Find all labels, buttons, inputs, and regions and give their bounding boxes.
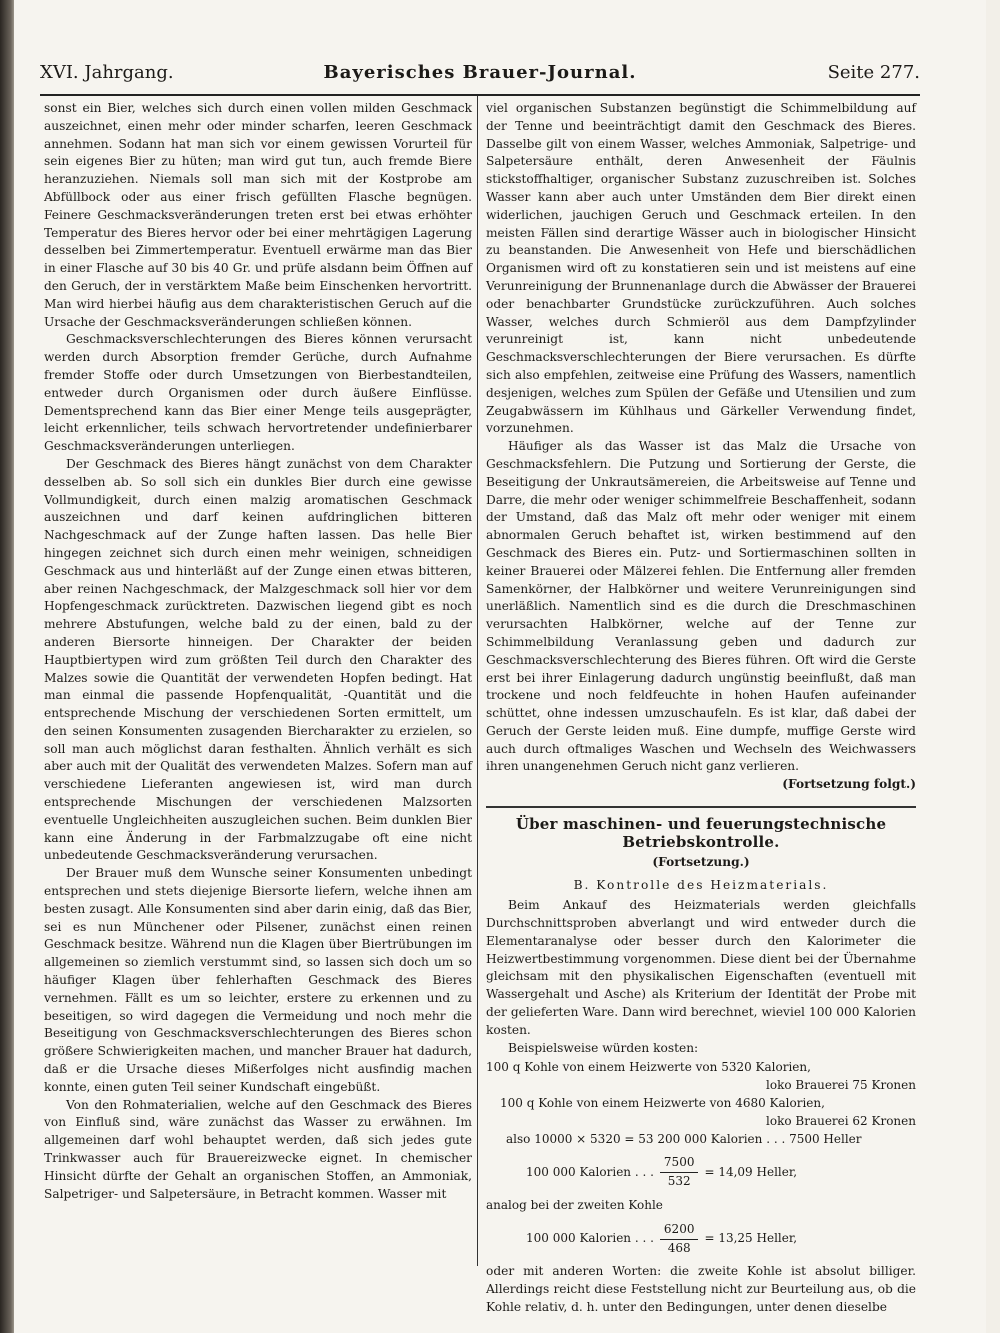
section-heading: B. Kontrolle des Heizmaterials. (573, 878, 829, 893)
paragraph: Von den Rohmaterialien, welche auf den Geschmack des Bieres von Einfluß sind, wäre zunächst das Wasser zu erwähnen. Im allgemeinen darf wohl behauptet werden, daß sich jedes gute Trinkwasser auch für Brauereizwecke eignet. In chemischer Hinsicht dürfte der Gehalt an organischen Stoffen, an Ammoniak, Salpetriger- und Salpetersäure, in Betracht kommen. Wasser mit (44, 1097, 472, 1201)
formula-result: = 14,09 Heller, (704, 1164, 798, 1179)
left-column (44, 100, 472, 1203)
calc-line: also 10000 × 5320 = 53 200 000 Kalorien . . . 7500 Heller (506, 1131, 862, 1146)
formula-first-coal (486, 1154, 916, 1191)
calc-line: 100 q Kohle von einem Heizwerte von 5320 Kalorien, (486, 1060, 811, 1075)
section-title: Über maschinen- und feuerungstechnische Betriebskontrolle. (515, 815, 887, 851)
page-header (40, 58, 920, 88)
formula-left: 100 000 Kalorien . . . (526, 1164, 654, 1179)
header-rule (40, 94, 920, 96)
calc-line: 100 q Kohle von einem Heizwerte von 4680 Kalorien, (500, 1096, 825, 1111)
fraction (660, 1154, 699, 1191)
column-divider (477, 96, 478, 1266)
header-journal-title: Bayerisches Brauer-Journal. (323, 62, 637, 83)
calculation-block (486, 1059, 916, 1148)
fraction-denominator: 468 (667, 1240, 691, 1255)
paragraph: Der Geschmack des Bieres hängt zunächst von dem Charakter desselben ab. So soll sich ein dunkles Bier durch eine gewisse Vollmundigkeit, durch einen malzig aromatischen Geschmack auszeichnen und darf keinen aufdringlichen bitteren Nachgeschmack auf der Zunge haften lassen. Das helle Bier hingegen zeichnet sich durch einen mehr weinigen, schneidigen Geschmack aus und hinterläßt auf der Zunge einen etwas bitteren, aber reinen Nachgeschmack, der Malzgeschmack soll hier vor dem Hopfengeschmack zurücktreten. Dazwischen liegend gibt es noch mehrere Abstufungen, welche bald zu der einen, bald zu der anderen Biersorte hinneigen. Der Charakter der beiden Hauptbiertypen wird zum größten Teil durch den Charakter des Malzes sowie die Quantität der verwendeten Hopfen bedingt. Hat man einmal die passende Hopfenqualität, -Quantität und die entsprechende Mischung der verschiedenen Sorten ermittelt, um den seinen Konsumenten zusagenden Biercharakter zu erzielen, so soll man auch möglichst daran festhalten. Ähnlich verhält es sich aber auch mit der Qualität des verwendeten Malzes. Sofern man auf verschiedene Lieferanten angewiesen ist, wird man durch entsprechende Mischungen der verschiedenen Malzsorten eventuelle Ungleichheiten auszugleichen suchen. Beim dunklen Bier kann eine Änderung in der Farbmalzzugabe oft eine nicht unbedeutende Geschmacksveränderung verursachen. (44, 456, 472, 863)
formula-left: 100 000 Kalorien . . . (526, 1231, 654, 1246)
section-subtitle: (Fortsetzung.) (652, 854, 750, 869)
analog-note: analog bei der zweiten Kohle (486, 1198, 663, 1213)
paragraph: Der Brauer muß dem Wunsche seiner Konsumenten unbedingt entsprechen und stets diejenige Biersorte liefern, welche ihnen am besten zusagt. Alle Konsumenten sind aber darin einig, daß das Bier, sei es nun Münchener oder Pilsener, zunächst einen reinen Geschmack besitze. Während nun die Klagen über Biertrübungen im allgemeinen so ziemlich verstummt sind, so lassen sich doch um so häufiger Klagen über fehlerhaften Geschmack des Bieres vernehmen. Fällt es um so leichter, erstere zu erkennen und zu beseitigen, so wird dagegen die Vermeidung und noch mehr die Beseitigung von Geschmacksverschlechterungen des Bieres schon größere Schwierigkeiten machen, und mancher Brauer hat dadurch, daß er die Ursache dieses Mißerfolges nicht ausfindig machen konnte, einen guten Teil seiner Kundschaft eingebüßt. (44, 866, 472, 1094)
fraction-numerator: 7500 (660, 1154, 699, 1173)
paragraph: sonst ein Bier, welches sich durch einen vollen milden Geschmack auszeichnet, einen mehr oder minder scharfen, leeren Geschmack annehmen. Sodann hat man sich vor einem gewissen Vorurteil für sein eigenes Bier zu hüten; man wird gut tun, auch fremde Biere heranzuziehen. Niemals soll man sich mit der Kostprobe am Abfüllbock oder aus einer frisch gefüllten Flasche begnügen. Feinere Geschmacksveränderungen treten erst bei etwas erhöhter Temperatur des Bieres hervor oder bei einer mehrtägigen Lagerung desselben bei Zimmertemperatur. Eventuell erwärme man das Bier in einer Flasche auf 30 bis 40 Gr. und prüfe alsdann beim Öffnen auf den Geruch, der in verstärktem Maße beim Einschenken hervortritt. Man wird hierbei häufig aus dem charakteristischen Geruch auf die Ursache der Geschmacksveränderungen schließen können. (44, 101, 472, 329)
fraction-denominator: 532 (667, 1174, 691, 1189)
header-page-number: Seite 277. (827, 62, 920, 83)
fraction-numerator: 6200 (660, 1221, 699, 1240)
paragraph: oder mit anderen Worten: die zweite Kohle ist absolut billiger. Allerdings reicht diese Feststellung nicht zur Beurteilung aus, ob die Kohle relativ, d. h. unter den Bedingungen, unter denen dieselbe (486, 1264, 916, 1314)
calc-line: loko Brauerei 75 Kronen (766, 1078, 916, 1093)
formula-result: = 13,25 Heller, (704, 1231, 798, 1246)
paragraph: Beim Ankauf des Heizmaterials werden gleichfalls Durchschnittsproben abverlangt und wird entweder durch die Elementaranalyse oder besser durch den Kalorimeter die Heizwertbestimmung vorgenommen. Diese dient bei der Übernahme gleichsam mit den physikalischen Eigenschaften (eventuell mit Wassergehalt und Asche) als Kriterium der Identität der Probe mit der gelieferten Ware. Dann wird berechnet, wieviel 100 000 Kalorien kosten. (486, 898, 916, 1037)
paragraph: viel organischen Substanzen begünstigt die Schimmelbildung auf der Tenne und beeinträchtigt damit den Geschmack des Bieres. Dasselbe gilt von einem Wasser, welches Ammoniak, Salpetrige- und Salpetersäure enthält, deren Anwesenheit der Fäulnis stickstoffhaltiger, organischer Substanz zuzuschreiben ist. Solches Wasser kann aber auch unter Umständen dem Bier direkt einen widerlichen, jauchigen Geruch und Geschmack erteilen. In den meisten Fällen sind derartige Wässer auch in biologischer Hinsicht zu beanstanden. Die Anwesenheit von Hefe und bierschädlichen Organismen wird oft zu konstatieren sein und ist meistens auf eine Verunreinigung der Brunnenanlage durch die Abwässer der Brauerei oder benachbarter Grundstücke zurückzuführen. Auch solches Wasser, welches durch Schmieröl aus dem Dampfzylinder verunreinigt ist, kann nicht unbedeutende Geschmacksverschlechterungen der Biere verursachen. Es dürfte sich also empfehlen, zeitweise eine Prüfung des Wassers, namentlich desjenigen, welches zum Spülen der Gefäße und Utensilien und zum Zeugabwässern im Kühlhaus und Gärkeller Verwendung findet, vorzunehmen. (486, 101, 916, 436)
right-column (486, 100, 916, 1317)
header-volume: XVI. Jahrgang. (40, 62, 174, 83)
continuation-note: (Fortsetzung folgt.) (782, 777, 916, 792)
section-rule (486, 806, 916, 808)
formula-second-coal (486, 1221, 916, 1258)
paragraph: Häufiger als das Wasser ist das Malz die Ursache von Geschmacksfehlern. Die Putzung und Sortierung der Gerste, die Beseitigung der Unkrautsämereien, die Arbeitsweise auf Tenne und Darre, die mehr oder weniger schimmelfreie Beschaffenheit, sodann der Umstand, daß das Malz oft mehr oder weniger mit einem abnormalen Geruch behaftet ist, wirken bestimmend auf den Geschmack des Bieres ein. Putz- und Sortiermaschinen sollten in keiner Brauerei oder Mälzerei fehlen. Die Entfernung aller fremden Samenkörner, der Halbkörner und weitere Verunreinigungen sind unerläßlich. Namentlich sind es die durch die Dreschmaschinen verursachten Halbkörner, welche auf der Tenne zur Schimmelbildung Veranlassung geben und dadurch zur Geschmacksverschlechterung des Bieres führen. Oft wird die Gerste erst bei ihrer Einlagerung dadurch ungünstig beeinflußt, daß man trockene und noch feldfeuchte in hohen Haufen aufeinander schüttet, ohne indessen umzuschaufeln. Es ist klar, daß dabei der Geruch der Gerste leiden muß. Eine dumpfe, muffige Gerste wird auch durch oftmaliges Waschen und Wechseln des Weichwassers ihren unangenehmen Geruch nicht ganz verlieren. (486, 439, 916, 774)
paragraph: Geschmacksverschlechterungen des Bieres können verursacht werden durch Absorption fremder Gerüche, durch Aufnahme fremder Stoffe oder durch Umsetzungen von Bierbestandteilen, entweder durch Organismen oder durch äußere Einflüsse. Dementsprechend kann das Bier einer Menge teils ausgeprägter, leicht erkennlicher, teils schwach hervortretender undefinierbarer Geschmacksveränderungen unterliegen. (44, 332, 472, 454)
example-intro: Beispielsweise würden kosten: (508, 1040, 699, 1055)
fraction (660, 1221, 699, 1258)
calc-line: loko Brauerei 62 Kronen (766, 1113, 916, 1128)
